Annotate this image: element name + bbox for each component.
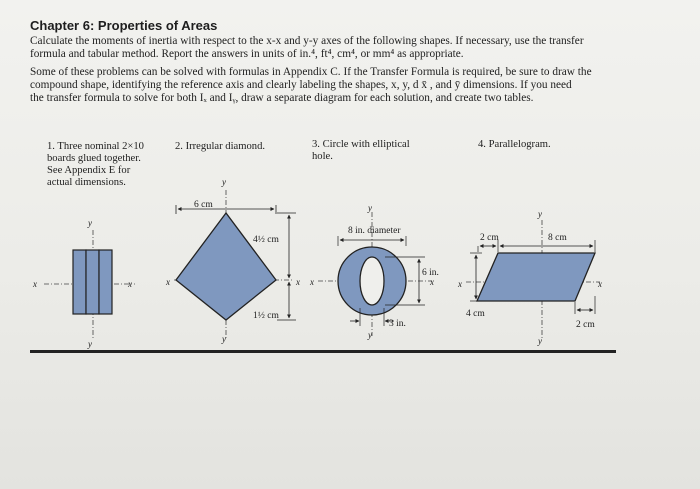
diamond-lower-dimension: 1½ cm [253, 311, 279, 321]
instructions-line: Some of these problems can be solved with formulas in Appendix C. If the Transfer Formula is required, be sure to draw the [30, 66, 592, 78]
instructions-line: formula and tabular method. Report the answers in units of in.⁴, ft⁴, cm⁴, or mm⁴ as appropriate. [30, 48, 464, 60]
problem-3-line: hole. [312, 151, 333, 162]
axis-label-y: y [538, 336, 542, 346]
board-left [73, 250, 86, 314]
problem-4-line: 4. Parallelogram. [478, 139, 551, 150]
figure-2-diamond [165, 177, 300, 344]
axis-label-x: x [128, 279, 132, 289]
hole-height-dimension: 6 in. [422, 268, 439, 278]
axis-label-y: y [222, 177, 226, 187]
axis-label-y: y [222, 334, 226, 344]
instructions-line: the transfer formula to solve for both Iₓ and Iᵧ, draw a separate diagram for each solution, and create two tables. [30, 92, 534, 104]
diamond-upper-dimension: 4½ cm [253, 235, 279, 245]
parallelogram-shape [477, 253, 595, 301]
figure-3-circle [309, 203, 439, 340]
figure-4-parallelogram [457, 209, 602, 346]
axis-label-x: x [430, 277, 434, 287]
parallelogram-left-dimension: 2 cm [480, 233, 499, 243]
instructions-line: Calculate the moments of inertia with respect to the x-x and y-y axes of the following shapes. If necessary, use the transfer [30, 35, 584, 47]
problem-2-line: 2. Irregular diamond. [175, 141, 266, 152]
instructions-line: compound shape, identifying the reference axis and clearly labeling the shapes, x, y, d x̄ , and ȳ dimensions. If you need [30, 79, 572, 91]
problem-1-line: 1. Three nominal 2×10 [47, 141, 144, 152]
axis-label-x: x [310, 277, 314, 287]
problem-1-line: See Appendix E for [47, 165, 131, 176]
axis-label-x: x [296, 277, 300, 287]
circle-diameter-dimension: 8 in. diameter [348, 226, 401, 236]
problem-1-line: actual dimensions. [47, 177, 126, 188]
axis-label-y: y [88, 218, 92, 228]
axis-label-y: y [368, 203, 372, 213]
diamond-top-dimension: 6 cm [194, 200, 213, 210]
parallelogram-bottom-dimension: 4 cm [466, 309, 485, 319]
axis-label-x: x [33, 279, 37, 289]
diamond-shape [176, 213, 276, 320]
axis-label-x: x [458, 279, 462, 289]
board-middle [86, 250, 99, 314]
elliptical-hole [360, 257, 384, 305]
chapter-title: Chapter 6: Properties of Areas [30, 18, 218, 33]
problem-3-line: 3. Circle with elliptical [312, 139, 410, 150]
axis-label-x: x [598, 279, 602, 289]
parallelogram-top-dimension: 8 cm [548, 233, 567, 243]
section-divider [30, 350, 616, 353]
axis-label-x: x [166, 277, 170, 287]
axis-label-y: y [538, 209, 542, 219]
hole-width-dimension: 3 in. [389, 319, 406, 329]
axis-label-y: y [88, 339, 92, 349]
problem-1-line: boards glued together. [47, 153, 141, 164]
parallelogram-right-dimension: 2 cm [576, 320, 595, 330]
board-right [99, 250, 112, 314]
axis-label-y: y [368, 330, 372, 340]
figure-1-boards [32, 218, 135, 349]
